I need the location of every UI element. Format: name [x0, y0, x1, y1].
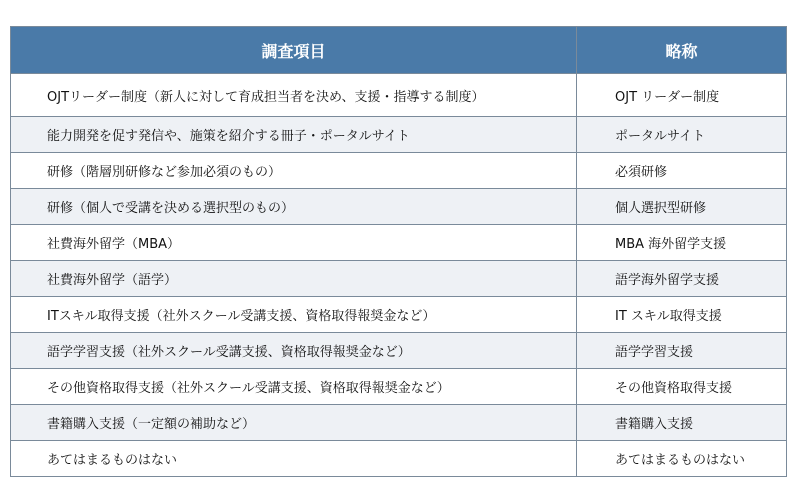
row-abbreviation: ポータルサイト	[577, 117, 787, 153]
row-abbreviation: 必須研修	[577, 153, 787, 189]
table-row	[11, 225, 787, 261]
row-abbreviation: 個人選択型研修	[577, 189, 787, 225]
row-abbreviation: 語学海外留学支援	[577, 261, 787, 297]
row-abbreviation: IT スキル取得支援	[577, 297, 787, 333]
header-survey-item: 調査項目	[11, 27, 577, 74]
row-item: あてはまるものはない	[11, 441, 577, 477]
table-row	[11, 333, 787, 369]
table-row	[11, 369, 787, 405]
table-row	[11, 153, 787, 189]
table-row	[11, 189, 787, 225]
row-abbreviation: あてはまるものはない	[577, 441, 787, 477]
survey-items-table	[10, 26, 787, 477]
row-abbreviation: 書籍購入支援	[577, 405, 787, 441]
table-row	[11, 405, 787, 441]
row-item: 語学学習支援（社外スクール受講支援、資格取得報奨金など）	[11, 333, 577, 369]
row-abbreviation: OJT リーダー制度	[577, 74, 787, 117]
survey-items-table-container	[10, 26, 786, 477]
row-item: 社費海外留学（MBA）	[11, 225, 577, 261]
header-row	[11, 27, 787, 74]
header-abbreviation: 略称	[577, 27, 787, 74]
row-item: 研修（階層別研修など参加必須のもの）	[11, 153, 577, 189]
table-row	[11, 117, 787, 153]
row-item: 能力開発を促す発信や、施策を紹介する冊子・ポータルサイト	[11, 117, 577, 153]
table-row	[11, 297, 787, 333]
row-item: その他資格取得支援（社外スクール受講支援、資格取得報奨金など）	[11, 369, 577, 405]
table-row	[11, 261, 787, 297]
row-item: 書籍購入支援（一定額の補助など）	[11, 405, 577, 441]
row-item: 社費海外留学（語学）	[11, 261, 577, 297]
table-row	[11, 74, 787, 117]
row-item: 研修（個人で受講を決める選択型のもの）	[11, 189, 577, 225]
row-abbreviation: MBA 海外留学支援	[577, 225, 787, 261]
table-row	[11, 441, 787, 477]
row-abbreviation: 語学学習支援	[577, 333, 787, 369]
row-item: OJTリーダー制度（新人に対して育成担当者を決め、支援・指導する制度）	[11, 74, 577, 117]
row-item: ITスキル取得支援（社外スクール受講支援、資格取得報奨金など）	[11, 297, 577, 333]
row-abbreviation: その他資格取得支援	[577, 369, 787, 405]
